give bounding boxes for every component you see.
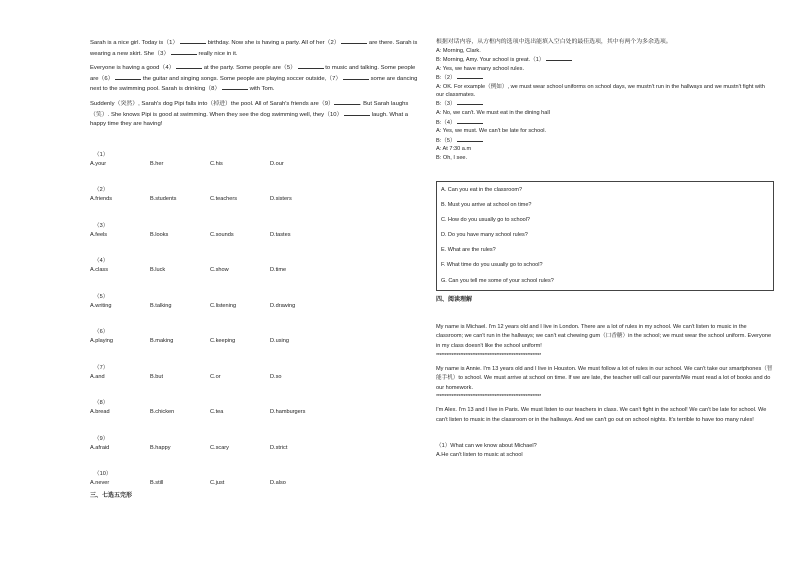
option-choice: C.scary <box>210 444 229 451</box>
option-choice: D.using <box>270 338 289 345</box>
dialog-instruction: 根据对话内容，从方框内的选项中选出能填入空白处的最佳选项，其中有两个为多余选项。 <box>436 39 672 45</box>
option-choice: B.chicken <box>150 409 175 416</box>
option-choice: C.listening <box>210 302 237 309</box>
option-choice: B.but <box>150 373 164 380</box>
option-choice: C.sounds <box>210 231 234 238</box>
question-number: （3） <box>94 222 109 229</box>
option-choice: A.feels <box>90 231 108 238</box>
option-choice: A.bread <box>90 409 110 416</box>
reading-michael: My name is Michael. I'm 12 years old and I live in London. There are a lot of rules in my school. We can't listen to music in the classroom; we can't run in the hallways; we can't eat chewing gum（口香糖）in the school; we must wear the school uniform. Everyone in my class doesn't like the school uniform! <box>436 323 772 350</box>
question-number: （7） <box>94 364 109 371</box>
question-options <box>90 266 420 275</box>
dialog-line: B:（4） <box>436 118 774 128</box>
dialog-line: B: Oh, I see. <box>436 154 468 161</box>
option-choice: C.just <box>210 480 225 487</box>
question-number: （6） <box>94 329 109 336</box>
right-column <box>436 38 774 460</box>
option-choice: C.tea <box>210 409 224 416</box>
question-item <box>90 399 420 417</box>
option-choice: A.friends <box>90 196 113 203</box>
option-choice: B.talking <box>150 302 172 309</box>
option-choice: B.still <box>150 480 164 487</box>
question-item <box>90 257 420 275</box>
question-item <box>90 328 420 346</box>
option-choice: C.teachers <box>210 196 238 203</box>
option-choice: C.his <box>210 160 223 167</box>
reading-option: A.He can't listen to music at school <box>436 452 523 458</box>
option-choice: D.sisters <box>270 196 292 203</box>
blank <box>457 136 483 142</box>
option-choice: A.playing <box>90 338 114 345</box>
option-choice: B.students <box>150 196 177 203</box>
question-item <box>90 293 420 311</box>
question-options <box>90 195 420 204</box>
question-number: （10） <box>94 471 112 478</box>
dialog-line: A: At 7:30 a.m <box>436 146 472 153</box>
question-item <box>90 151 420 169</box>
question-options <box>90 231 420 240</box>
option-choice: A.afraid <box>90 444 110 451</box>
option-choice: B.luck <box>150 267 166 274</box>
option-choice: D.drawing <box>270 302 296 309</box>
cloze-paragraph-1: Sarah is a nice girl. Today is（1） birthday. Now she is having a party. All of her（2） are there. Sarah is wearing a new skirt. She（3） really nice in it. <box>90 40 418 57</box>
option-choice: B.her <box>150 160 164 167</box>
option-choice: B.looks <box>150 231 169 238</box>
question-item <box>90 364 420 382</box>
section-4-title: 四、阅读理解 <box>436 296 473 303</box>
section-3-title: 三、七选五完形 <box>90 492 133 499</box>
question-number: （9） <box>94 435 109 442</box>
option-choice: D.our <box>270 160 284 167</box>
question-number: （2） <box>94 187 109 194</box>
question-item <box>90 470 420 488</box>
question-item <box>90 435 420 453</box>
box-option: B. Must you arrive at school on time? <box>441 201 532 208</box>
question-options <box>90 373 420 382</box>
question-options <box>90 408 420 417</box>
option-choice: A.your <box>90 160 107 167</box>
blank <box>341 38 367 44</box>
option-choice: D.so <box>270 373 282 380</box>
option-choice: B.making <box>150 338 174 345</box>
option-choice: C.show <box>210 267 229 274</box>
box-option: G. Can you tell me some of your school rules? <box>441 277 554 284</box>
option-choice: C.keeping <box>210 338 236 345</box>
reading-annie: My name is Annie. I'm 13 years old and I live in Houston. We must follow a lot of rules in our school. We can't take our smartphones（智能手机）to school. We must arrive at school on time. If we are late, the teacher will call our parents!We must read a lot of books and do our homework. <box>436 365 773 391</box>
dialog-line: A: OK. For example（例如）, we must wear school uniforms on school days, we mustn't run in the hallways and we mustn't fight with our classmates. <box>436 83 765 99</box>
option-choice: A.writing <box>90 302 112 309</box>
option-choice: D.hamburgers <box>270 409 306 416</box>
question-options <box>90 444 420 453</box>
cloze-paragraph-3: Suddenly（突然）, Sarah's dog Pipi falls into（掉进）the pool. All of Sarah's friends are（9） . But Sarah laughs（笑）. She knows Pipi is good at swimming. When they see the dog swimming well, they（10） laugh. What a happy time they are having! <box>90 100 409 128</box>
dialog-line: A: No, we can't. We must eat in the dining hall <box>436 109 550 116</box>
blank <box>343 74 369 80</box>
blank <box>546 55 572 61</box>
option-choice: D.tastes <box>270 231 291 238</box>
blank <box>344 110 370 116</box>
question-number: （8） <box>94 400 109 407</box>
dialog-line: B: Morning, Amy. Your school is great.（1） <box>436 55 774 65</box>
option-choice: A.and <box>90 373 105 380</box>
question-number: （1） <box>94 151 109 158</box>
option-choice: A.class <box>90 267 109 274</box>
left-column <box>90 38 420 499</box>
question-options <box>90 160 420 169</box>
dialog-line: B:（3） <box>436 99 774 109</box>
box-option: C. How do you usually go to school? <box>441 216 530 223</box>
box-option: A. Can you eat in the classroom? <box>441 186 523 193</box>
question-options <box>90 302 420 311</box>
blank <box>115 74 141 80</box>
question-list <box>90 151 420 489</box>
question-item <box>90 186 420 204</box>
blank <box>457 99 483 105</box>
question-item <box>90 222 420 240</box>
reading-alex: I'm Alex. I'm 13 and I live in Paris. We must listen to our teachers in class. We can't fight in the school! We can't be late for school. We can't listen to music in the classroom or in the hallways. And we can't go out on school nights. It's terrible to have too many rules! <box>436 407 767 423</box>
dialog-line: B:（2） <box>436 73 774 83</box>
blank <box>298 63 324 69</box>
box-option: F. What time do you usually go to school? <box>441 262 543 269</box>
dialog-line: B:（5） <box>436 136 774 146</box>
blank <box>457 73 483 79</box>
reading-question: （1）What can we know about Michael? <box>436 442 537 449</box>
separator-stars: ************************************************************* <box>436 394 541 401</box>
option-choice: D.also <box>270 480 286 487</box>
option-choice: A.never <box>90 480 110 487</box>
blank <box>176 63 202 69</box>
blank <box>334 99 360 105</box>
separator-stars: ************************************************************* <box>436 352 541 359</box>
blank <box>457 118 483 124</box>
dialog-line: A: Morning, Clark. <box>436 47 481 54</box>
question-options <box>90 479 420 488</box>
box-option: D. Do you have many school rules? <box>441 232 528 239</box>
box-option: E. What are the rules? <box>441 247 496 254</box>
cloze-paragraph-2: Everyone is having a good（4） at the party. Some people are（5） to music and talking. Some people are（6） the guitar and singing songs. Some people are playing soccer outside,（7） some are dancing next to the swimming pool. Sarah is drinking（8） with Tom. <box>90 65 418 93</box>
question-options <box>90 337 420 346</box>
blank <box>171 49 197 55</box>
option-choice: D.time <box>270 267 287 274</box>
dialog-line: A: Yes, we must. We can't be late for school. <box>436 128 547 135</box>
blank <box>180 38 206 44</box>
dialog-line: A: Yes, we have many school rules. <box>436 65 524 72</box>
question-number: （4） <box>94 258 109 265</box>
blank <box>222 84 248 90</box>
option-choice: C.or <box>210 373 221 380</box>
option-choice: D.strict <box>270 444 288 451</box>
options-box <box>436 181 774 291</box>
question-number: （5） <box>94 293 109 300</box>
option-choice: B.happy <box>150 444 171 451</box>
